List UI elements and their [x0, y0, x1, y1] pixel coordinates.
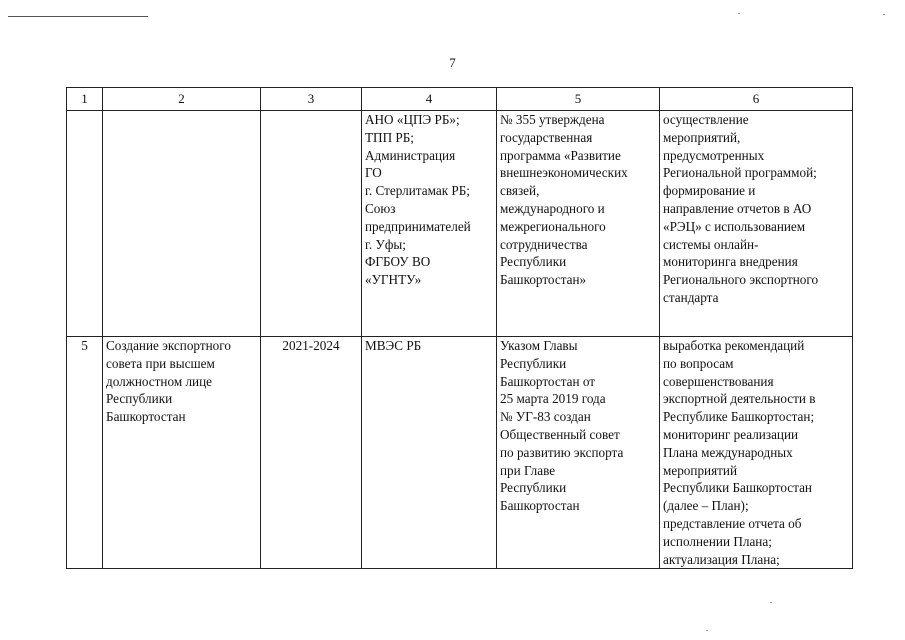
- responsible-cell: МВЭС РБ: [362, 337, 497, 569]
- column-header-3: 3: [261, 88, 362, 111]
- scan-speck: [883, 14, 885, 15]
- period-cell: 2021-2024: [261, 337, 362, 569]
- responsible-cell: АНО «ЦПЭ РБ»; ТПП РБ; Администрация ГО г. Стерлитамак РБ; Союз предпринимателей г. Уфы; ФГБОУ ВО «УГНТУ»: [362, 111, 497, 337]
- row-number-cell: [67, 111, 103, 337]
- result-cell: выработка рекомендаций по вопросам совершенствования экспортной деятельности в Республике Башкортостан; мониторинг реализации Плана международных мероприятий Республики Башкортостан (далее – План); представление отчета об исполнении Плана; актуализация Плана;: [660, 337, 853, 569]
- activity-cell: [103, 111, 261, 337]
- activity-cell: Создание экспортного совета при высшем должностном лице Республики Башкортостан: [103, 337, 261, 569]
- column-header-5: 5: [497, 88, 660, 111]
- scan-speck: [770, 602, 772, 603]
- column-header-4: 4: [362, 88, 497, 111]
- document-table: [66, 87, 853, 569]
- page-number: 7: [449, 55, 456, 70]
- result-cell: осуществление мероприятий, предусмотренных Региональной программой; формирование и направление отчетов в АО «РЭЦ» с использованием системы онлайн- мониторинга внедрения Регионального экспортного стандарта: [660, 111, 853, 337]
- scan-speck: [738, 13, 740, 14]
- column-header-6: 6: [660, 88, 853, 111]
- row-number-cell: 5: [67, 337, 103, 569]
- basis-cell: № 355 утверждена государственная программа «Развитие внешнеэкономических связей, международного и межрегионального сотрудничества Республики Башкортостан»: [497, 111, 660, 337]
- table-row: [67, 337, 853, 569]
- column-header-1: 1: [67, 88, 103, 111]
- period-cell: [261, 111, 362, 337]
- basis-cell: Указом Главы Республики Башкортостан от 25 марта 2019 года № УГ-83 создан Общественный совет по развитию экспорта при Главе Республики Башкортостан: [497, 337, 660, 569]
- scan-speck: [706, 630, 708, 631]
- column-header-2: 2: [103, 88, 261, 111]
- table-header-row: [67, 88, 853, 111]
- header-rule: [8, 16, 148, 17]
- table-row: [67, 111, 853, 337]
